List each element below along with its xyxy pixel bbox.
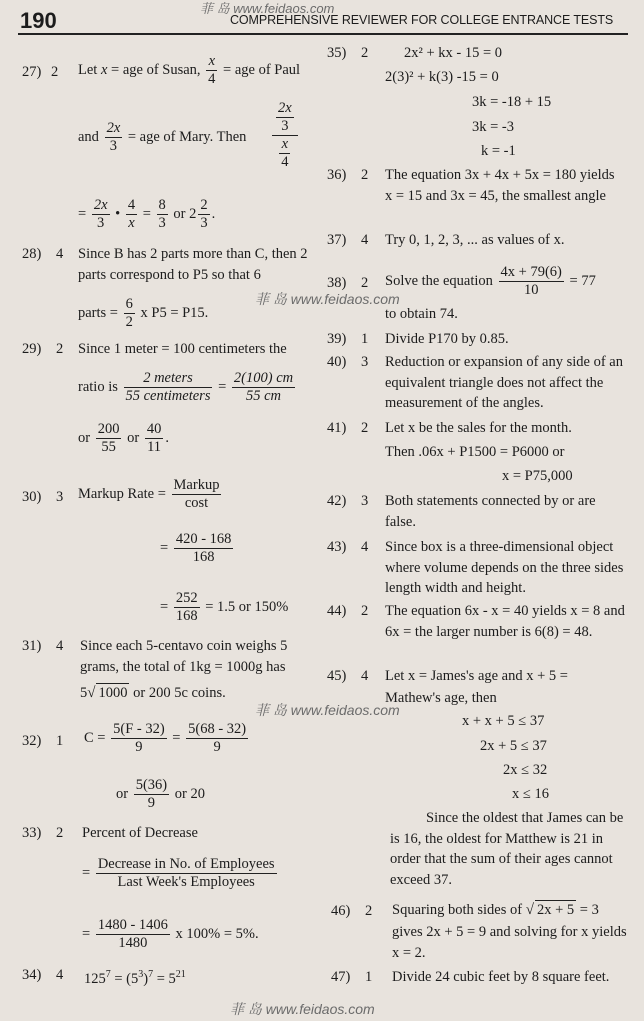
q38-number: 38) [327, 275, 347, 291]
q28-number: 28) [22, 246, 42, 262]
page-number: 190 [20, 8, 57, 33]
q32-number: 32) [22, 733, 42, 749]
q47-number: 47) [331, 969, 351, 985]
q43-answer: 4 [361, 539, 369, 555]
q33-line3: = $\frac{1480 - 1406}{1480}$ x 100% = 5%. [82, 917, 259, 951]
q37-number: 37) [327, 232, 347, 248]
q33-answer: 2 [56, 825, 64, 841]
q47-text: Divide 24 cubic feet by 8 square feet. [392, 969, 610, 985]
q40-answer: 3 [361, 354, 369, 370]
q27-complex-fraction: $\frac{\frac{2x}{3}}{\frac{x}{4}}$ [270, 100, 300, 171]
q38-answer: 2 [361, 275, 369, 291]
q31-answer: 4 [56, 638, 64, 654]
watermark-middle-1: 菲 岛 www.feidaos.com [255, 291, 400, 307]
q28-answer: 4 [56, 246, 64, 262]
q27-line3: = $\frac{2x}{3}$ • $\frac{4}{x}$ = $\frac{8}{3}$ or 2 $\frac{2}{3}$ . [78, 197, 216, 231]
q46-line1: Squaring both sides of √ 2x + 5 = 3 [392, 902, 599, 918]
q46-number: 46) [331, 903, 351, 919]
q30-line3: = $\frac{252}{168}$ = 1.5 or 150% [160, 590, 289, 624]
q33-label: Percent of Decrease [82, 825, 198, 841]
q29-answer: 2 [56, 341, 64, 357]
q34-text: $125^7 = (5^3)^7 = 5^{21}$ [84, 969, 186, 987]
q38-line2: to obtain 74. [385, 306, 458, 322]
q40-number: 40) [327, 354, 347, 370]
q43-text: Since box is a three-dimensional object where volume depends on the three sides length width and height. [385, 539, 624, 596]
q32-line1: C = $\frac{5(F - 32)}{9}$ = $\frac{5(68 - 32)}{9}$ [84, 721, 247, 755]
q36-number: 36) [327, 167, 347, 183]
q44-text: The equation 6x - x = 40 yields x = 8 and 6x = the larger number is 6(8) = 48. [385, 603, 625, 640]
q29-number: 29) [22, 341, 42, 357]
q45-number: 45) [327, 668, 347, 684]
q35-line3: 3k = -18 + 15 [472, 94, 552, 110]
q34-number: 34) [22, 967, 42, 983]
q32-line2: or $\frac{5(36)}{9}$ or 20 [116, 777, 205, 811]
q31-text: Since each 5-centavo coin weighs 5 grams, the total of 1kg = 1000g has [80, 638, 288, 675]
q45-math3: 2x ≤ 32 [503, 762, 548, 778]
q31-line3: 5√ 1000 or 200 5c coins. [80, 685, 226, 701]
q33-number: 33) [22, 825, 42, 841]
q41-line2: Then .06x + P1500 = P6000 or [385, 444, 565, 460]
q34-answer: 4 [56, 967, 64, 983]
running-header: COMPREHENSIVE REVIEWER FOR COLLEGE ENTRANCE TESTS [230, 13, 614, 27]
watermark-middle-2: 菲 岛 www.feidaos.com [255, 702, 400, 718]
q45-paragraph: Since the oldest that James can be is 16, the oldest for Matthew is 21 in order that the sum of their ages cannot exceed 37. [390, 810, 624, 888]
q45-math2: 2x + 5 ≤ 37 [480, 738, 547, 754]
q27-line1: Let x = age of Susan, $\frac{x}{4}$ = age of Paul [78, 53, 301, 87]
q47-answer: 1 [365, 969, 373, 985]
q45-answer: 4 [361, 668, 369, 684]
q46-text: gives 2x + 5 = 9 and solving for x yields x = 2. [392, 924, 627, 961]
q33-line2: = $\frac{\text{Decrease in No. of Employees}}{\text{Last Week's Employees}}$ [82, 856, 275, 890]
watermark-top: 菲 岛 www.feidaos.com [200, 1, 335, 16]
q45-line2: Mathew's age, then [385, 690, 497, 706]
q44-answer: 2 [361, 603, 369, 619]
q39-number: 39) [327, 331, 347, 347]
q36-answer: 2 [361, 167, 369, 183]
q38-line1: Solve the equation $\frac{4x + 79(6)}{10}$ = 77 [385, 264, 596, 298]
q35-number: 35) [327, 45, 347, 61]
q42-answer: 3 [361, 493, 369, 509]
q39-answer: 1 [361, 331, 369, 347]
q41-number: 41) [327, 420, 347, 436]
q42-text: Both statements connected by or are false. [385, 493, 596, 530]
q39-text: Divide P170 by 0.85. [385, 331, 509, 347]
q27-answer: 2 [51, 64, 59, 80]
q36-text: The equation 3x + 4x + 5x = 180 yields x = 15 and 3x = 45, the smallest angle [385, 167, 615, 204]
q45-math4: x ≤ 16 [512, 786, 549, 802]
q27-number: 27) [22, 64, 42, 80]
q29-line3: or $\frac{200}{55}$ or $\frac{40}{11}$ . [78, 421, 169, 455]
q30-number: 30) [22, 489, 42, 505]
q37-text: Try 0, 1, 2, 3, ... as values of x. [385, 232, 565, 248]
q37-answer: 4 [361, 232, 369, 248]
q28-line2: parts = $\frac{6}{2}$ x P5 = P15. [78, 296, 209, 330]
header-rule [18, 33, 628, 35]
q32-answer: 1 [56, 733, 64, 749]
q35-line1: 2x² + kx - 15 = 0 [404, 45, 503, 61]
q31-number: 31) [22, 638, 42, 654]
q28-text: Since B has 2 parts more than C, then 2 parts correspond to P5 so that 6 [78, 246, 308, 283]
q30-line2: = $\frac{420 - 168}{168}$ [160, 531, 232, 565]
q40-text: Reduction or expansion of any side of an equivalent triangle does not affect the measurement of the angles. [385, 354, 623, 411]
q29-line1: Since 1 meter = 100 centimeters the [78, 341, 287, 357]
q41-line1: Let x be the sales for the month. [385, 420, 572, 436]
q35-line2: 2(3)² + k(3) -15 = 0 [385, 69, 499, 85]
q30-answer: 3 [56, 489, 64, 505]
q41-answer: 2 [361, 420, 369, 436]
q35-line4: 3k = -3 [472, 119, 515, 135]
q44-number: 44) [327, 603, 347, 619]
q41-line3: x = P75,000 [502, 468, 573, 484]
q45-line1: Let x = James's age and x + 5 = [385, 668, 568, 684]
q43-number: 43) [327, 539, 347, 555]
q45-math1: x + x + 5 ≤ 37 [462, 713, 545, 729]
q35-line5: k = -1 [481, 143, 516, 159]
q27-line2: and $\frac{2x}{3}$ = age of Mary. Then [78, 120, 247, 154]
q30-line1: Markup Rate = $\frac{\text{Markup}}{\cos t}$ [78, 477, 220, 511]
q29-line2: ratio is $\frac{\text{2 meters}}{\text{55 centimeters}}$ = $\frac{2(100) cm}{55 cm}$ [78, 370, 294, 404]
q42-number: 42) [327, 493, 347, 509]
q46-answer: 2 [365, 903, 373, 919]
watermark-bottom: 菲 岛 www.feidaos.com [230, 1001, 375, 1017]
q35-answer: 2 [361, 45, 369, 61]
